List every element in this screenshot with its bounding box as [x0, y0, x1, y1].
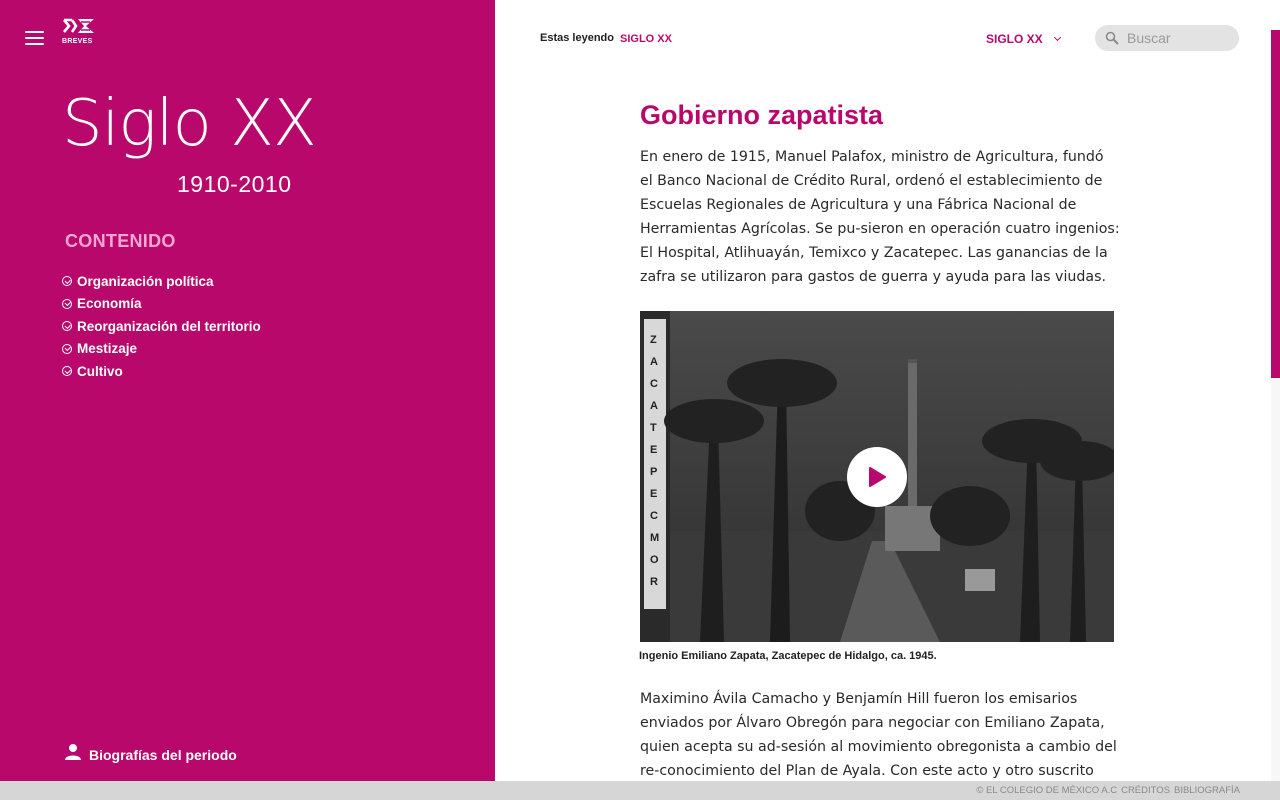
logo-icon: [62, 17, 96, 37]
article-paragraph: Maximino Ávila Camacho y Benjamín Hill fueron los emisarios enviados por Álvaro Obregón para negociar con Emiliano Zapata, quien acepta su ad-sesión al movimiento obregonista a cambio del re-conocimiento del Plan de Ayala. Con este acto y otro suscrito: [640, 691, 1117, 779]
check-circle-icon: [62, 321, 72, 331]
biographies-link[interactable]: [64, 746, 237, 764]
logo[interactable]: [62, 17, 98, 49]
play-button[interactable]: [847, 447, 907, 507]
search-icon: [1105, 31, 1119, 45]
credits-link[interactable]: CRÉDITOS: [1121, 785, 1170, 796]
play-icon: [866, 465, 888, 489]
sidebar: [0, 0, 495, 781]
contents-item-cultivo[interactable]: [62, 360, 261, 383]
contents-item-label: Organización política: [77, 273, 214, 289]
check-circle-icon: [62, 276, 72, 286]
video-caption: Ingenio Emiliano Zapata, Zacatepec de Hidalgo, ca. 1945.: [639, 650, 937, 662]
person-icon: [64, 743, 82, 761]
check-circle-icon: [62, 344, 72, 354]
contents-item-economia[interactable]: [62, 293, 261, 316]
era-dropdown-value: SIGLO XX: [986, 32, 1043, 46]
contents-item-label: Mestizaje: [77, 341, 138, 357]
article-title: Gobierno zapatista: [640, 100, 884, 130]
check-circle-icon: [62, 366, 72, 376]
check-circle-icon: [62, 299, 72, 309]
video-player[interactable]: [640, 311, 1114, 642]
bibliography-link[interactable]: BIBLIOGRAFÍA: [1174, 785, 1240, 796]
contents-item-label: Economía: [77, 296, 142, 312]
reading-value-link[interactable]: SIGLO XX: [620, 33, 672, 45]
contents-item-label: Cultivo: [77, 363, 123, 379]
footer: [0, 781, 1280, 800]
scrollbar-thumb[interactable]: [1271, 30, 1280, 378]
video-sign-text: ZACATEPEC MOR: [650, 334, 660, 588]
contents-item-reorganizacion[interactable]: [62, 315, 261, 338]
contents-list: [62, 270, 261, 383]
contents-item-mestizaje[interactable]: [62, 338, 261, 361]
search-box[interactable]: [1095, 25, 1239, 51]
contents-item-organizacion[interactable]: [62, 270, 261, 293]
period-years: 1910-2010: [177, 171, 292, 197]
article-paragraph: En enero de 1915, Manuel Palafox, ministro de Agricultura, fundó el Banco Nacional de Crédito Rural, ordenó el establecimiento de Escuelas Regionales de Agricultura y una Fábrica Nacional de Herramientas Agrícolas. Se pu-sieron en operación cuatro ingenios: El Hospital, Atlihuayán, Temixco y Zacatepec. Las ganancias de la zafra se utilizaron para gastos de guerra y ayuda para las viudas.: [640, 149, 1120, 285]
chevron-down-icon: [1054, 33, 1061, 40]
reading-label: Estas leyendo: [540, 32, 614, 44]
contents-heading: CONTENIDO: [65, 231, 176, 251]
search-input[interactable]: [1127, 30, 1227, 46]
copyright-text: © EL COLEGIO DE MÉXICO A.C: [976, 785, 1118, 796]
logo-text: BREVES: [62, 38, 93, 45]
contents-item-label: Reorganización del territorio: [77, 318, 261, 334]
era-dropdown[interactable]: [986, 32, 1060, 46]
menu-icon[interactable]: [25, 29, 45, 45]
biographies-label: Biografías del periodo: [89, 747, 237, 763]
section-title: Siglo XX: [62, 87, 316, 161]
